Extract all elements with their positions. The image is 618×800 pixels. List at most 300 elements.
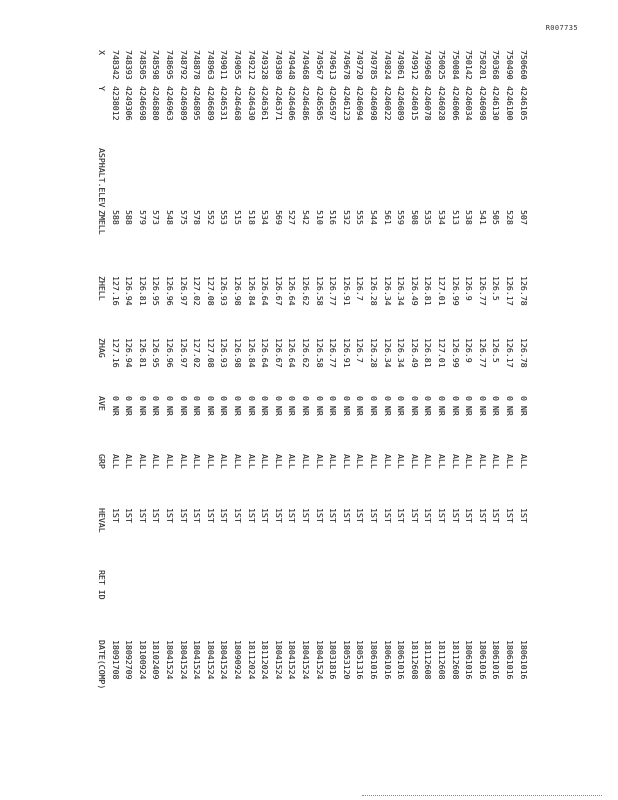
table-cell: 1ST xyxy=(477,508,488,523)
table-cell: 4246689 xyxy=(205,86,216,121)
table-cell: 749212 xyxy=(246,50,257,80)
table-cell: 1ST xyxy=(110,508,121,523)
table-cell: 126.9 xyxy=(464,338,475,363)
table-cell: 749968 xyxy=(423,50,434,80)
table-cell: 534 xyxy=(260,210,271,225)
table-cell: 126.97 xyxy=(178,338,189,368)
column-header: DATE(COMP) xyxy=(97,640,107,690)
table-cell: 126.91 xyxy=(341,276,352,306)
table-cell: 541 xyxy=(477,210,488,225)
rotated-data-table xyxy=(90,50,530,750)
table-cell: 18112608 xyxy=(437,640,447,680)
table-cell: 1ST xyxy=(205,508,216,523)
table-row xyxy=(394,50,407,750)
table-cell: 127.08 xyxy=(205,338,216,368)
table-row xyxy=(204,50,217,750)
table-cell: 748963 xyxy=(205,50,216,80)
table-cell: 1ST xyxy=(137,508,148,523)
table-cell: 4246486 xyxy=(301,86,311,121)
table-cell: 515 xyxy=(233,210,243,225)
table-cell: 1ST xyxy=(246,508,257,523)
table-cell: 127.08 xyxy=(205,276,216,306)
table-cell: 0 NR xyxy=(233,396,243,416)
table-row xyxy=(285,50,298,750)
table-cell: 126.34 xyxy=(382,276,393,306)
table-cell: 18112608 xyxy=(409,640,420,680)
table-cell: 126.64 xyxy=(260,338,271,368)
table-cell: 750490 xyxy=(505,50,515,80)
table-cell: 126.98 xyxy=(233,276,243,306)
table-cell: 4246034 xyxy=(464,86,475,121)
table-cell: 126.91 xyxy=(341,338,352,368)
table-row xyxy=(462,50,475,750)
table-cell: 749912 xyxy=(409,50,420,80)
table-cell: 18061016 xyxy=(396,640,407,680)
table-cell: 748393 xyxy=(124,50,135,80)
table-cell: 553 xyxy=(219,210,230,225)
table-cell: 507 xyxy=(518,210,529,225)
table-row xyxy=(313,50,326,750)
table-cell: ALL xyxy=(151,454,162,469)
table-row xyxy=(217,50,230,750)
table-cell: 575 xyxy=(178,210,189,225)
table-cell: 4246468 xyxy=(233,86,243,121)
table-cell: 126.58 xyxy=(314,338,325,368)
table-cell: 1ST xyxy=(382,508,393,523)
table-cell: 0 NR xyxy=(355,396,366,416)
table-cell: 0 NR xyxy=(423,396,434,416)
column-header: HEVAL xyxy=(97,508,107,533)
table-cell: 4246015 xyxy=(409,86,420,121)
table-cell: 126.17 xyxy=(505,276,515,306)
table-cell: 1ST xyxy=(178,508,189,523)
table-cell: 126.96 xyxy=(165,276,175,306)
table-cell: 4246123 xyxy=(341,86,352,121)
table-cell: 127.16 xyxy=(110,338,121,368)
table-cell: 0 NR xyxy=(151,396,162,416)
table-cell: 1ST xyxy=(192,508,203,523)
table-cell: 4246098 xyxy=(369,86,379,121)
table-cell: 749011 xyxy=(219,50,230,80)
table-cell: 126.49 xyxy=(409,338,420,368)
table-header-row xyxy=(95,50,108,750)
table-cell: 748792 xyxy=(178,50,189,80)
table-cell: 1ST xyxy=(273,508,284,523)
table-cell: 544 xyxy=(369,210,379,225)
table-cell: 126.81 xyxy=(137,338,148,368)
table-row xyxy=(136,50,149,750)
table-cell: 18112608 xyxy=(450,640,461,680)
table-cell: 18061016 xyxy=(518,640,529,680)
table-cell: 18090924 xyxy=(233,640,243,680)
table-cell: 749861 xyxy=(396,50,407,80)
table-row xyxy=(367,50,380,750)
table-row xyxy=(326,50,339,750)
table-cell: ALL xyxy=(396,454,407,469)
table-cell: 126.49 xyxy=(409,276,420,306)
table-cell: 1ST xyxy=(450,508,461,523)
table-cell: 4246105 xyxy=(518,86,529,121)
table-cell: 18041524 xyxy=(178,640,189,680)
table-cell: 126.62 xyxy=(301,338,311,368)
table-cell: 4246963 xyxy=(165,86,175,121)
table-cell: 4246406 xyxy=(287,86,298,121)
table-row xyxy=(517,50,530,750)
table-cell: 126.81 xyxy=(137,276,148,306)
table-cell: 0 NR xyxy=(260,396,271,416)
table-row xyxy=(503,50,516,750)
table-cell: 126.84 xyxy=(246,338,257,368)
table-cell: 126.77 xyxy=(477,276,488,306)
table-row xyxy=(435,50,448,750)
table-cell: 126.78 xyxy=(518,338,529,368)
table-cell: 127.16 xyxy=(110,276,121,306)
table-cell: 527 xyxy=(287,210,298,225)
table-cell: 18041524 xyxy=(273,640,284,680)
table-cell: 1ST xyxy=(219,508,230,523)
table-cell: 126.64 xyxy=(287,276,298,306)
table-cell: 0 NR xyxy=(314,396,325,416)
table-cell: 18061016 xyxy=(464,640,475,680)
table-cell: 4246895 xyxy=(192,86,203,121)
table-cell: 0 NR xyxy=(518,396,529,416)
table-cell: 126.93 xyxy=(219,338,230,368)
table-row xyxy=(163,50,176,750)
table-cell: 750142 xyxy=(464,50,475,80)
table-row xyxy=(408,50,421,750)
table-cell: 126.7 xyxy=(355,276,366,301)
table-cell: 0 NR xyxy=(437,396,447,416)
table-row xyxy=(421,50,434,750)
table-cell: 4246361 xyxy=(260,86,271,121)
table-cell: 0 NR xyxy=(192,396,203,416)
table-row xyxy=(231,50,244,750)
table-cell: 126.62 xyxy=(301,276,311,306)
table-cell: ALL xyxy=(137,454,148,469)
table-cell: 532 xyxy=(341,210,352,225)
table-cell: 1ST xyxy=(409,508,420,523)
table-cell: 18112024 xyxy=(246,640,257,680)
table-cell: 749055 xyxy=(233,50,243,80)
table-cell: 578 xyxy=(192,210,203,225)
table-cell: 18061016 xyxy=(505,640,515,680)
table-cell: 0 NR xyxy=(178,396,189,416)
table-cell: 4246006 xyxy=(450,86,461,121)
table-cell: 1ST xyxy=(314,508,325,523)
table-cell: 126.99 xyxy=(450,276,461,306)
table-cell: 1ST xyxy=(437,508,447,523)
table-cell: 4249306 xyxy=(124,86,135,121)
table-cell: 126.77 xyxy=(477,338,488,368)
table-cell: 748505 xyxy=(137,50,148,80)
table-cell: 0 NR xyxy=(273,396,284,416)
table-cell: 542 xyxy=(301,210,311,225)
table-row xyxy=(258,50,271,750)
table-cell: 0 NR xyxy=(382,396,393,416)
table-cell: 749389 xyxy=(273,50,284,80)
table-cell: ALL xyxy=(301,454,311,469)
table-cell: 4246100 xyxy=(505,86,515,121)
table-cell: 18092709 xyxy=(124,640,135,680)
table-cell: 1ST xyxy=(505,508,515,523)
table-cell: 1ST xyxy=(518,508,529,523)
table-cell: 555 xyxy=(355,210,366,225)
table-cell: 18041524 xyxy=(165,640,175,680)
table-cell: 127.02 xyxy=(192,276,203,306)
table-cell: 749468 xyxy=(301,50,311,80)
table-cell: 748695 xyxy=(165,50,175,80)
table-cell: 4246989 xyxy=(178,86,189,121)
table-cell: ALL xyxy=(369,454,379,469)
table-cell: 0 NR xyxy=(396,396,407,416)
table-cell: 538 xyxy=(464,210,475,225)
table-cell: 748598 xyxy=(151,50,162,80)
table-cell: 749448 xyxy=(287,50,298,80)
table-row xyxy=(149,50,162,750)
table-cell: 561 xyxy=(382,210,393,225)
data-table-area xyxy=(90,50,530,800)
table-cell: ALL xyxy=(355,454,366,469)
column-header: Y xyxy=(97,86,107,91)
table-cell: 126.81 xyxy=(423,338,434,368)
column-header: X xyxy=(97,50,107,55)
table-cell: 748342 xyxy=(110,50,121,80)
table-cell: 1ST xyxy=(369,508,379,523)
table-cell: 4246371 xyxy=(273,86,284,121)
table-cell: 534 xyxy=(437,210,447,225)
table-cell: 18100924 xyxy=(137,640,148,680)
table-cell: 548 xyxy=(165,210,175,225)
table-cell: 0 NR xyxy=(301,396,311,416)
table-cell: 126.95 xyxy=(151,338,162,368)
table-cell: ALL xyxy=(205,454,216,469)
table-cell: 1ST xyxy=(124,508,135,523)
table-cell: 518 xyxy=(246,210,257,225)
table-cell: 18061016 xyxy=(491,640,502,680)
table-cell: ALL xyxy=(409,454,420,469)
table-cell: 18091708 xyxy=(110,640,121,680)
table-cell: 126.5 xyxy=(491,276,502,301)
table-cell: 0 NR xyxy=(505,396,515,416)
footer-dotted-line xyxy=(362,795,602,796)
table-cell: 0 NR xyxy=(491,396,502,416)
table-cell: 126.28 xyxy=(369,276,379,306)
table-cell: 1ST xyxy=(165,508,175,523)
table-row xyxy=(190,50,203,750)
table-cell: ALL xyxy=(314,454,325,469)
table-cell: ALL xyxy=(477,454,488,469)
table-cell: 126.95 xyxy=(151,276,162,306)
table-cell: 1ST xyxy=(341,508,352,523)
table-cell: 0 NR xyxy=(137,396,148,416)
table-cell: ALL xyxy=(165,454,175,469)
table-cell: 749824 xyxy=(382,50,393,80)
table-cell: 126.77 xyxy=(328,276,339,306)
column-header: ZHELL xyxy=(97,276,107,301)
table-cell: 0 NR xyxy=(477,396,488,416)
table-cell: 579 xyxy=(137,210,148,225)
table-cell: 0 NR xyxy=(124,396,135,416)
table-cell: 126.99 xyxy=(450,338,461,368)
table-cell: ALL xyxy=(192,454,203,469)
table-cell: 750368 xyxy=(491,50,502,80)
table-row xyxy=(381,50,394,750)
table-cell: ALL xyxy=(287,454,298,469)
table-cell: 126.77 xyxy=(328,338,339,368)
table-cell: 1ST xyxy=(396,508,407,523)
table-cell: 4246505 xyxy=(314,86,325,121)
table-cell: 749720 xyxy=(355,50,366,80)
table-cell: 513 xyxy=(450,210,461,225)
table-cell: 1ST xyxy=(260,508,271,523)
table-cell: 535 xyxy=(423,210,434,225)
table-cell: 4246028 xyxy=(437,86,447,121)
table-cell: 18041524 xyxy=(314,640,325,680)
table-cell: 1ST xyxy=(328,508,339,523)
table-cell: 516 xyxy=(328,210,339,225)
table-cell: 126.17 xyxy=(505,338,515,368)
column-header: ZMELL xyxy=(97,210,107,235)
table-cell: 0 NR xyxy=(464,396,475,416)
table-row xyxy=(245,50,258,750)
table-cell: 749613 xyxy=(328,50,339,80)
table-cell: 0 NR xyxy=(328,396,339,416)
table-cell: 4246597 xyxy=(328,86,339,121)
table-cell: 0 NR xyxy=(219,396,230,416)
table-cell: 1ST xyxy=(491,508,502,523)
column-header: ZHAG xyxy=(97,338,107,358)
table-cell: 18061016 xyxy=(369,640,379,680)
table-cell: 126.97 xyxy=(178,276,189,306)
table-cell: 0 NR xyxy=(165,396,175,416)
table-row xyxy=(122,50,135,750)
table-cell: 4246698 xyxy=(137,86,148,121)
table-row xyxy=(489,50,502,750)
table-cell: 126.28 xyxy=(369,338,379,368)
table-cell: 4246089 xyxy=(396,86,407,121)
table-cell: 18061016 xyxy=(477,640,488,680)
table-cell: 588 xyxy=(124,210,135,225)
table-cell: 126.64 xyxy=(287,338,298,368)
table-cell: 749328 xyxy=(260,50,271,80)
table-cell: 510 xyxy=(314,210,325,225)
table-cell: 0 NR xyxy=(409,396,420,416)
table-cell: 18041524 xyxy=(219,640,230,680)
column-header: AVE xyxy=(97,396,107,411)
table-cell: 552 xyxy=(205,210,216,225)
table-cell: 4246094 xyxy=(355,86,366,121)
table-cell: 4246130 xyxy=(491,86,502,121)
table-cell: 0 NR xyxy=(369,396,379,416)
table-cell: 508 xyxy=(409,210,420,225)
table-row xyxy=(272,50,285,750)
table-cell: 4246430 xyxy=(246,86,257,121)
table-cell: ALL xyxy=(273,454,284,469)
table-cell: 127.01 xyxy=(437,338,447,368)
table-cell: 4246880 xyxy=(151,86,162,121)
table-cell: ALL xyxy=(246,454,257,469)
table-cell: 18112608 xyxy=(423,640,434,680)
table-cell: 4238012 xyxy=(110,86,121,121)
table-cell: ALL xyxy=(233,454,243,469)
table-row xyxy=(109,50,122,750)
table-cell: 588 xyxy=(110,210,121,225)
table-cell: 126.5 xyxy=(491,338,502,363)
table-cell: ALL xyxy=(178,454,189,469)
table-cell: 1ST xyxy=(233,508,243,523)
table-cell: 749567 xyxy=(314,50,325,80)
table-cell: ALL xyxy=(328,454,339,469)
table-cell: 1ST xyxy=(355,508,366,523)
table-cell: 126.64 xyxy=(260,276,271,306)
table-cell: 18102409 xyxy=(151,640,162,680)
table-cell: ALL xyxy=(124,454,135,469)
table-cell: 1ST xyxy=(287,508,298,523)
table-cell: 126.94 xyxy=(124,338,135,368)
table-cell: 126.84 xyxy=(246,276,257,306)
table-cell: 18041524 xyxy=(301,640,311,680)
table-cell: 4246098 xyxy=(477,86,488,121)
table-cell: 126.93 xyxy=(219,276,230,306)
table-cell: 748878 xyxy=(192,50,203,80)
table-cell: ALL xyxy=(491,454,502,469)
table-cell: 18112024 xyxy=(260,640,271,680)
table-cell: 559 xyxy=(396,210,407,225)
table-row xyxy=(177,50,190,750)
table-cell: 18053120 xyxy=(341,640,352,680)
table-cell: ALL xyxy=(219,454,230,469)
table-cell: 0 NR xyxy=(341,396,352,416)
table-cell: 126.94 xyxy=(124,276,135,306)
table-cell: 1ST xyxy=(464,508,475,523)
table-cell: ALL xyxy=(110,454,121,469)
table-cell: 1ST xyxy=(423,508,434,523)
table-cell: 749785 xyxy=(369,50,379,80)
table-cell: 126.34 xyxy=(382,338,393,368)
column-header: ASPHALT.ELEV xyxy=(97,148,107,208)
table-cell: 573 xyxy=(151,210,162,225)
page-code: R007735 xyxy=(545,24,578,32)
table-cell: 528 xyxy=(505,210,515,225)
table-cell: 0 NR xyxy=(205,396,216,416)
table-cell: 4246022 xyxy=(382,86,393,121)
table-cell: 127.01 xyxy=(437,276,447,306)
table-cell: 127.02 xyxy=(192,338,203,368)
table-cell: 18041524 xyxy=(192,640,203,680)
table-row xyxy=(449,50,462,750)
table-cell: 0 NR xyxy=(450,396,461,416)
table-cell: 750025 xyxy=(437,50,447,80)
table-cell: 750660 xyxy=(518,50,529,80)
table-cell: 750084 xyxy=(450,50,461,80)
table-cell: 126.9 xyxy=(464,276,475,301)
table-cell: ALL xyxy=(518,454,529,469)
table-cell: 18061016 xyxy=(382,640,393,680)
table-cell: 126.96 xyxy=(165,338,175,368)
table-cell: 18051316 xyxy=(355,640,366,680)
table-cell: 126.67 xyxy=(273,338,284,368)
table-cell: 505 xyxy=(491,210,502,225)
table-cell: ALL xyxy=(450,454,461,469)
table-cell: 0 NR xyxy=(246,396,257,416)
table-cell: 750201 xyxy=(477,50,488,80)
table-cell: 0 NR xyxy=(287,396,298,416)
table-cell: ALL xyxy=(505,454,515,469)
table-cell: 1ST xyxy=(301,508,311,523)
table-cell: 18031816 xyxy=(328,640,339,680)
table-cell: ALL xyxy=(423,454,434,469)
table-cell: 749678 xyxy=(341,50,352,80)
